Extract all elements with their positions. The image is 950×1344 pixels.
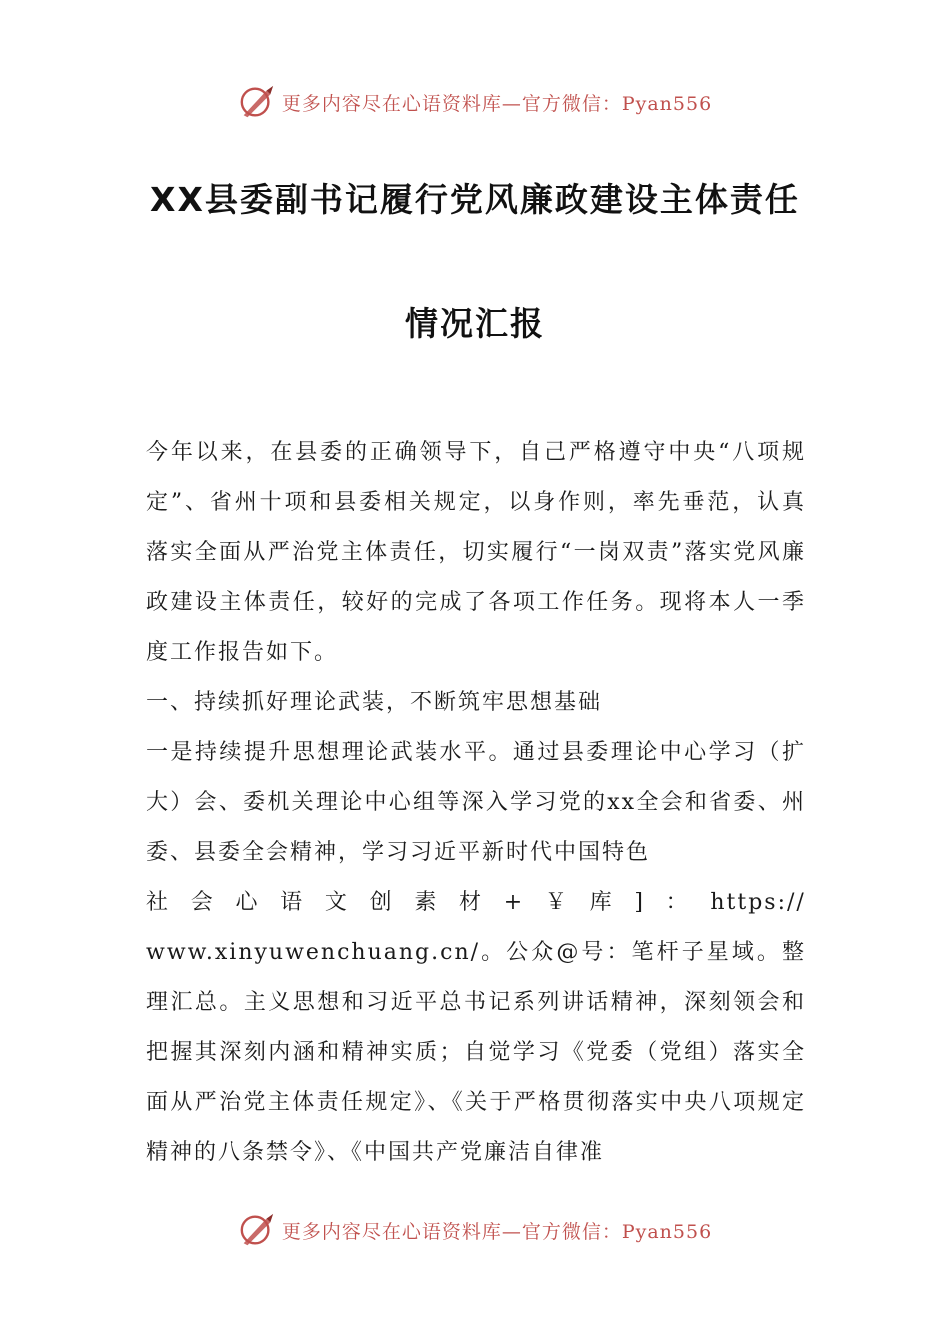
spread-char: 素 xyxy=(414,890,439,915)
header-banner xyxy=(0,80,950,124)
spread-char: ： xyxy=(665,890,690,915)
spread-char: 语 xyxy=(280,890,305,915)
spread-line xyxy=(146,878,806,928)
spread-url: https:// xyxy=(710,890,806,915)
spread-char: 心 xyxy=(235,890,260,915)
footer-banner-text: 更多内容尽在心语资料库—官方微信：Pyan556 xyxy=(281,1220,713,1243)
spread-char: 库 xyxy=(589,890,614,915)
document-title-line2: 情况汇报 xyxy=(405,304,545,343)
spread-char: + xyxy=(503,890,525,915)
spread-char: 创 xyxy=(369,890,394,915)
spread-char: 会 xyxy=(190,890,215,915)
spread-char: 社 xyxy=(146,890,171,915)
document-body xyxy=(146,428,806,1178)
paragraph-part-b: www.xinyuwenchuang.cn/。公众@号：笔杆子星域。整理汇总。主义思想和习近平总书记系列讲话精神，深刻领会和把握其深刻内涵和精神实质；自觉学习《党委（党组）落实全面从严治党主体责任规定》、《关于严格贯彻落实中央八项规定精神的八条禁令》、《中国共产党廉洁自律准 xyxy=(146,940,806,1165)
section-heading: 一、持续抓好理论武装，不断筑牢思想基础 xyxy=(146,690,603,715)
spread-char: ] xyxy=(634,890,645,915)
paragraph-part-a: 一是持续提升思想理论武装水平。通过县委理论中心学习（扩大）会、委机关理论中心组等深入学习党的xx全会和省委、州委、县委全会精神，学习习近平新时代中国特色 xyxy=(146,740,806,865)
header-banner-text: 更多内容尽在心语资料库—官方微信：Pyan556 xyxy=(281,92,713,115)
intro-paragraph: 今年以来，在县委的正确领导下，自己严格遵守中央“八项规定”、省州十项和县委相关规定，以身作则，率先垂范，认真落实全面从严治党主体责任，切实履行“一岗双责”落实党风廉政建设主体责任，较好的完成了各项工作任务。现将本人一季度工作报告如下。 xyxy=(146,440,806,665)
quill-pen-icon xyxy=(238,83,276,121)
quill-pen-icon xyxy=(238,1211,276,1249)
footer-banner xyxy=(0,1208,950,1252)
spread-char: ￥ xyxy=(544,890,569,915)
spread-char: 材 xyxy=(459,890,484,915)
spread-char: 文 xyxy=(324,890,349,915)
document-title-line1: XX县委副书记履行党风廉政建设主体责任 xyxy=(150,180,800,219)
